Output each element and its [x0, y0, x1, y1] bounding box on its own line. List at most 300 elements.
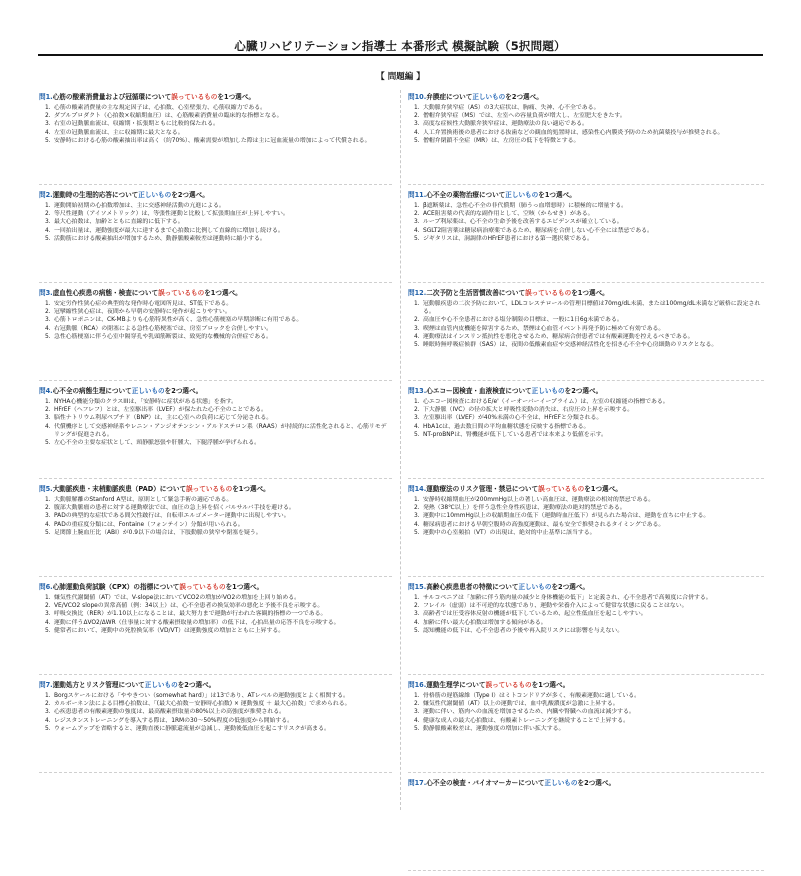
option-text: 下大静脈（IVC）の径の拡大と呼吸性変動の消失は、右房圧の上昇を示唆する。: [423, 407, 634, 414]
title-rule: [38, 54, 763, 56]
option-number: 1.: [45, 399, 51, 405]
option-number: 2.: [45, 211, 51, 218]
option-text: 運動中に10mmHg以上の収縮期血圧の低下（運動時血圧低下）が見られた場合は、運動を直ちに中止する。: [423, 513, 710, 520]
answer-option: [45, 725, 392, 733]
answer-option: [45, 700, 392, 708]
option-text: 活動筋における酸素抽出が増加するため、動静脈酸素較差は運動時に縮小する。: [54, 235, 266, 242]
answer-options: [39, 202, 392, 243]
answer-option: [414, 717, 764, 725]
option-text: 心エコー図検査におけるE/e'（イーオーバーイープライム）は、左室の収縮能の指標である。: [423, 399, 669, 405]
question-emphasis: 誤っているもの: [179, 583, 226, 591]
answer-options: [39, 594, 392, 635]
question-instruction: を2つ選べ。: [505, 93, 543, 101]
question-instruction: を1つ選べ。: [204, 289, 242, 297]
option-number: 4.: [414, 129, 420, 136]
option-number: 2.: [45, 309, 51, 316]
option-number: 1.: [414, 399, 420, 405]
answer-option: [45, 120, 392, 128]
page-title: 心臓リハビリテーション指導士 本番形式 模擬試験（5択問題）: [234, 39, 566, 53]
answer-option: [414, 504, 764, 512]
question-stem: 運動処方とリスク管理について: [52, 681, 145, 689]
question-heading: [408, 582, 764, 592]
option-number: 3.: [45, 317, 51, 324]
option-number: 4.: [414, 333, 420, 340]
answer-option: [45, 496, 392, 504]
option-text: ループ利尿薬は、心不全の生命予後を改善するエビデンスが確立している。: [423, 219, 623, 226]
question-stem: 心不全の検査・バイオマーカーについて: [426, 779, 545, 787]
option-number: 2.: [45, 113, 51, 120]
answer-options: [408, 398, 764, 439]
answer-option: [45, 300, 392, 308]
answer-option: [414, 700, 764, 708]
option-text: 心筋トロポニンは、CK-MBよりも心筋特異性が高く、急性心筋梗塞の早期診断に有用である。: [54, 317, 303, 324]
answer-option: [45, 398, 392, 406]
option-number: 5.: [414, 627, 420, 634]
option-number: 5.: [414, 235, 420, 242]
option-text: VE/VCO2 slopeの異常高値（例：34以上）は、心不全患者の換気効率の悪化と予後不良を示唆する。: [54, 603, 324, 610]
answer-option: [414, 521, 764, 529]
question-number: 問6.: [39, 583, 53, 591]
option-number: 4.: [414, 227, 420, 234]
option-text: 最大心拍数は、加齢とともに直線的に低下する。: [54, 219, 184, 226]
answer-option: [414, 137, 764, 145]
option-number: 4.: [45, 619, 51, 626]
question-emphasis: 正しいもの: [505, 191, 539, 199]
answer-option: [414, 627, 764, 635]
question-block: [39, 190, 392, 283]
question-block: [408, 92, 764, 185]
answer-options: [408, 692, 764, 733]
option-number: 3.: [45, 513, 51, 520]
option-number: 5.: [45, 235, 51, 242]
question-number: 問15.: [408, 583, 427, 591]
option-text: 脳性ナトリウム利尿ペプチド（BNP）は、主に心室への負荷に応じて分泌される。: [54, 415, 273, 422]
option-text: PADの典型的な症状である間欠性跛行は、自転車エルゴメーター運動中に出現しやすい。: [54, 513, 290, 520]
question-block: [408, 582, 764, 675]
option-number: 3.: [414, 611, 420, 618]
option-number: 5.: [45, 440, 51, 447]
question-emphasis: 誤っているもの: [525, 289, 572, 297]
question-instruction: を2つ選べ。: [171, 191, 209, 199]
answer-option: [414, 725, 764, 733]
option-number: 1.: [414, 203, 420, 209]
option-text: 嫌気性代謝閾値（AT）以上の運動では、血中乳酸濃度が急激に上昇する。: [423, 701, 619, 708]
question-number: 問10.: [408, 93, 427, 101]
option-text: 足関節上腕血圧比（ABI）が0.9以下の場合は、下肢動脈の狭窄や閉塞を疑う。: [54, 529, 262, 536]
option-text: 嫌気性代謝閾値（AT）では、V-slope法においてVCO2の増加がVO2の増加を上回り始める。: [54, 595, 300, 601]
option-text: サルコペニアは「加齢に伴う筋肉量の減少と身体機能の低下」と定義され、心不全患者で高頻度に合併する。: [423, 595, 712, 601]
option-number: 1.: [45, 693, 51, 699]
answer-options: [39, 496, 392, 537]
option-text: 代償機序として交感神経系やレニン・アンジオテンシン・アルドステロン系（RAAS）が持続的に活性化されると、心筋リモデリングが促進される。: [54, 423, 387, 438]
question-heading: [39, 92, 392, 102]
answer-option: [45, 112, 392, 120]
answer-option: [45, 129, 392, 137]
option-number: 5.: [414, 725, 420, 732]
question-emphasis: 正しいもの: [531, 387, 565, 395]
question-number: 問1.: [39, 93, 53, 101]
answer-option: [414, 708, 764, 716]
option-number: 2.: [45, 407, 51, 414]
question-number: 問13.: [408, 387, 427, 395]
option-text: SGLT2阻害薬は糖尿病治療薬であるため、糖尿病を合併しない心不全には禁忌である。: [423, 227, 653, 234]
option-text: 運動開始初期の心拍数増加は、主に交感神経活動の亢進による。: [54, 203, 225, 209]
question-heading: [408, 680, 764, 690]
option-number: 4.: [45, 423, 51, 430]
option-text: 安定労作性狭心症の典型的な発作時心電図所見は、ST低下である。: [54, 301, 233, 307]
question-block: [408, 190, 764, 283]
answer-options: [39, 398, 392, 447]
question-number: 問16.: [408, 681, 427, 689]
answer-option: [414, 602, 764, 610]
question-instruction: を2つ選べ。: [564, 387, 603, 395]
question-heading: [408, 288, 764, 298]
option-number: 3.: [45, 611, 51, 618]
answer-option: [414, 406, 764, 414]
answer-option: [45, 325, 392, 333]
question-heading: [39, 484, 392, 494]
question-emphasis: 正しいもの: [544, 779, 578, 787]
option-text: 左室駆出率（LVEF）が40%未満の心不全は、HFrEFと分類される。: [423, 415, 603, 422]
answer-option: [414, 341, 764, 349]
question-emphasis: 正しいもの: [472, 93, 506, 101]
answer-option: [45, 104, 392, 112]
option-text: ACE阻害薬の代表的な副作用として、空咳（からせき）がある。: [423, 211, 594, 218]
question-instruction: を2つ選べ。: [577, 779, 616, 787]
option-number: 4.: [414, 423, 420, 430]
option-number: 1.: [414, 301, 420, 307]
question-number: 問12.: [408, 289, 427, 297]
option-text: 人工弁置換術後の患者における抜歯などの観血的処置時は、感染性心内膜炎予防のため抗菌薬投与が推奨される。: [423, 129, 724, 136]
option-text: 発熱（38℃以上）を伴う急性全身性疾患は、運動療法の絶対的禁忌である。: [423, 505, 626, 512]
answer-option: [45, 308, 392, 316]
option-number: 3.: [414, 325, 420, 332]
question-stem: 弁膜症について: [426, 93, 473, 101]
question-emphasis: 誤っているもの: [186, 485, 233, 493]
section-label: 【 問題編 】: [376, 72, 425, 82]
option-number: 5.: [414, 342, 420, 349]
answer-option: [414, 398, 764, 406]
question-number: 問4.: [39, 387, 53, 395]
option-number: 2.: [45, 701, 51, 708]
question-block: [408, 778, 764, 871]
option-text: HbA1cは、過去数日間の平均血糖状態を反映する指標である。: [423, 423, 590, 430]
answer-option: [414, 333, 764, 341]
answer-options: [39, 300, 392, 341]
answer-option: [45, 316, 392, 324]
answer-option: [45, 202, 392, 210]
answer-option: [414, 104, 764, 112]
option-number: 3.: [45, 709, 51, 716]
option-number: 5.: [45, 333, 51, 340]
answer-options: [408, 104, 764, 145]
question-block: [39, 288, 392, 381]
answer-options: [408, 594, 764, 635]
question-instruction: を2つ選べ。: [164, 387, 203, 395]
answer-option: [414, 594, 764, 602]
question-block: [408, 484, 764, 577]
question-number: 問5.: [39, 485, 53, 493]
option-text: 健常者において、運動中の死腔換気率（VD/VT）は運動強度の増加とともに上昇する。: [54, 627, 285, 634]
option-text: 呼吸交換比（RER）が1.10以上になることは、最大努力まで運動が行われた客観的指標の一つである。: [54, 611, 327, 618]
option-number: 4.: [45, 325, 51, 332]
option-text: 高齢者では圧受容体反射の機能が低下しているため、起立性低血圧を起こしやすい。: [423, 611, 647, 618]
answer-option: [414, 529, 764, 537]
answer-option: [414, 112, 764, 120]
option-number: 4.: [45, 521, 51, 528]
option-number: 2.: [414, 603, 420, 610]
option-text: 左室の冠動脈血流は、主に収縮期に最大となる。: [54, 129, 184, 136]
option-number: 5.: [45, 627, 51, 634]
question-number: 問11.: [408, 191, 427, 199]
question-emphasis: 正しいもの: [144, 681, 178, 689]
option-text: 大動脈解離のStanford A型は、原則として緊急手術の適応である。: [54, 497, 233, 503]
option-text: 運動療法はインスリン抵抗性を悪化させるため、糖尿病合併患者では有酸素運動を控えるべきである。: [423, 333, 694, 340]
question-stem: 心不全の病態生理について: [52, 387, 132, 395]
answer-option: [45, 504, 392, 512]
option-number: 2.: [45, 505, 51, 512]
option-text: 喫煙は血管内皮機能を障害するため、禁煙は心血管イベント再発予防に極めて有効である。: [423, 325, 665, 332]
answer-option: [45, 602, 392, 610]
answer-option: [45, 439, 392, 447]
option-number: 4.: [45, 129, 51, 136]
option-number: 3.: [45, 121, 51, 128]
option-number: 5.: [45, 725, 51, 732]
question-instruction: を1つ選べ。: [531, 681, 570, 689]
option-number: 2.: [414, 317, 420, 324]
option-number: 3.: [414, 219, 420, 226]
question-number: 問14.: [408, 485, 427, 493]
option-text: 運動に伴い、筋肉への血流を増加させるため、内臓や腎臓への血流は減少する。: [423, 709, 635, 716]
question-block: [39, 386, 392, 479]
answer-option: [45, 423, 392, 439]
option-text: 右冠動脈（RCA）の閉塞による急性心筋梗塞では、房室ブロックを合併しやすい。: [54, 325, 272, 332]
answer-option: [45, 137, 392, 145]
answer-option: [45, 227, 392, 235]
question-stem: 虚血性心疾患の病態・検査について: [52, 289, 159, 297]
answer-option: [414, 325, 764, 333]
option-text: 加齢に伴い最大心拍数は増加する傾向がある。: [423, 619, 547, 626]
answer-option: [45, 414, 392, 422]
option-text: ジギタリスは、洞調律のHFrEF患者における第一選択薬である。: [423, 235, 593, 242]
option-text: 健康な成人の最大心拍数は、有酸素トレーニングを継続することで上昇する。: [423, 717, 630, 724]
question-stem: 運動時の生理的応答について: [52, 191, 139, 199]
answer-option: [414, 431, 764, 439]
answer-option: [45, 529, 392, 537]
option-number: 1.: [414, 693, 420, 699]
option-number: 4.: [414, 521, 420, 528]
question-instruction: を1つ選べ。: [538, 191, 576, 199]
question-stem: 心不全の薬物治療について: [426, 191, 506, 199]
option-text: PADの重症度分類には、Fontaine（フォンテイン）分類が用いられる。: [54, 521, 244, 528]
right-column: [408, 92, 764, 876]
answer-option: [414, 316, 764, 324]
question-heading: [408, 484, 764, 494]
option-number: 3.: [414, 709, 420, 716]
option-text: 糖尿病患者における早朝空腹時の高強度運動は、最も安全で推奨されるタイミングである。: [423, 521, 665, 528]
option-text: 運動に伴うΔVO2/ΔWR（仕事量に対する酸素摂取量の増加率）の低下は、心拍出量の応答不良を示唆する。: [54, 619, 340, 626]
question-block: [39, 92, 392, 185]
option-number: 1.: [45, 497, 51, 503]
option-text: 心筋の酸素消費量の主な規定因子は、心拍数、心室壁張力、心筋収縮力である。: [54, 105, 267, 111]
option-text: 急性心筋梗塞に伴う心室中隔穿孔や乳頭筋断裂は、致死的な機械的合併症である。: [54, 333, 272, 340]
question-stem: 心筋の酸素消費量および冠循環について: [52, 93, 172, 101]
option-number: 3.: [414, 513, 420, 520]
question-number: 問7.: [39, 681, 53, 689]
question-heading: [39, 288, 392, 298]
answer-option: [414, 300, 764, 316]
option-number: 2.: [414, 211, 420, 218]
question-number: 問2.: [39, 191, 53, 199]
question-stem: 大動脈疾患・末梢動脈疾患（PAD）について: [52, 485, 187, 493]
option-text: 高度な症候性大動脈弁狭窄症は、運動療法の良い適応である。: [423, 121, 588, 128]
option-text: 一回拍出量は、運動強度が最大に達するまで心拍数に比例して直線的に増加し続ける。: [54, 227, 284, 234]
answer-option: [414, 227, 764, 235]
option-number: 1.: [414, 595, 420, 601]
option-number: 4.: [45, 717, 51, 724]
option-number: 2.: [45, 603, 51, 610]
answer-option: [414, 414, 764, 422]
option-text: 動静脈酸素較差は、運動強度の増加に伴い拡大する。: [423, 725, 565, 732]
option-number: 3.: [45, 219, 51, 226]
question-stem: 運動生理学について: [426, 681, 486, 689]
option-number: 5.: [45, 529, 51, 536]
answer-option: [45, 406, 392, 414]
question-heading: [39, 680, 392, 690]
left-column: [39, 92, 392, 778]
option-number: 1.: [414, 105, 420, 111]
question-heading: [39, 190, 392, 200]
question-stem: 運動療法のリスク管理・禁忌について: [426, 485, 539, 493]
answer-option: [45, 333, 392, 341]
option-text: 安静時収縮期血圧が200mmHg以上の著しい高血圧は、運動療法の相対的禁忌である。: [423, 497, 655, 503]
option-text: ウォームアップを省略すると、運動直後に静脈還流量が急減し、運動後低血圧を起こすリスクが高まる。: [54, 725, 330, 732]
answer-option: [45, 235, 392, 243]
option-text: 高血圧や心不全患者における塩分制限の目標は、一般に1日6g未満である。: [423, 317, 623, 324]
answer-option: [45, 619, 392, 627]
option-number: 2.: [414, 505, 420, 512]
question-emphasis: 誤っているもの: [158, 289, 205, 297]
option-text: 右室の冠動脈血流は、収縮期・拡張期ともに比較的保たれる。: [54, 121, 219, 128]
option-number: 3.: [45, 415, 51, 422]
option-text: 冠攣縮性狭心症は、夜間から早朝の安静時に発作が起こりやすい。: [54, 309, 231, 316]
answer-option: [414, 619, 764, 627]
answer-options: [39, 692, 392, 733]
answer-option: [414, 512, 764, 520]
question-instruction: を2つ選べ。: [177, 681, 216, 689]
answer-option: [45, 610, 392, 618]
option-text: β遮断薬は、急性心不全の非代償期（肺うっ血増悪時）に積極的に増量する。: [423, 203, 628, 209]
answer-option: [45, 692, 392, 700]
question-instruction: を2つ選べ。: [551, 583, 589, 591]
option-number: 2.: [414, 113, 420, 120]
answer-option: [414, 423, 764, 431]
question-block: [39, 484, 392, 577]
question-number: 問17.: [408, 779, 427, 787]
answer-option: [414, 202, 764, 210]
answer-option: [414, 218, 764, 226]
question-emphasis: 正しいもの: [518, 583, 552, 591]
question-emphasis: 正しいもの: [138, 191, 172, 199]
question-block: [408, 680, 764, 773]
question-emphasis: 正しいもの: [131, 387, 165, 395]
option-text: 運動中の心室頻拍（VT）の出現は、絶対的中止基準に該当する。: [423, 529, 596, 536]
option-text: NT-proBNPは、腎機能が低下している患者では本来より低値を示す。: [423, 431, 607, 438]
option-text: 心疾患患者の有酸素運動の強度は、最高酸素摂取量の80%以上の高強度が推奨される。: [54, 709, 286, 716]
answer-option: [414, 610, 764, 618]
option-text: 等尺性運動（アイソメトリック）は、等張性運動と比較して拡張期血圧が上昇しやすい。: [54, 211, 289, 218]
question-block: [408, 386, 764, 479]
answer-option: [414, 129, 764, 137]
option-text: カルボーネン法による目標心拍数は、「(最大心拍数－安静時心拍数) × 運動強度 ＋ 最大心拍数」で求められる。: [54, 701, 351, 708]
column-divider: [400, 90, 401, 810]
option-text: 僧帽弁狭窄症（MS）では、左室への容量負荷が増大し、左室肥大をきたす。: [423, 113, 626, 120]
option-text: 僧帽弁閉鎖不全症（MR）は、左房圧の低下を特徴とする。: [423, 137, 580, 144]
option-number: 4.: [45, 227, 51, 234]
option-number: 5.: [414, 529, 420, 536]
question-instruction: を1つ選べ。: [217, 93, 255, 101]
answer-option: [45, 627, 392, 635]
option-number: 3.: [414, 121, 420, 128]
answer-options: [408, 300, 764, 349]
option-text: ダブルプロダクト（心拍数×収縮期血圧）は、心筋酸素消費量の臨床的な指標となる。: [54, 113, 283, 120]
option-number: 3.: [414, 415, 420, 422]
answer-option: [45, 521, 392, 529]
question-heading: [408, 92, 764, 102]
question-stem: 心肺運動負荷試験（CPX）の指標について: [52, 583, 180, 591]
question-heading: [39, 582, 392, 592]
answer-options: [39, 104, 392, 145]
option-text: 腹部大動脈瘤の患者に対する運動療法では、血圧の急上昇を招くバルサルバ手技を避ける。: [54, 505, 295, 512]
answer-option: [414, 120, 764, 128]
option-text: 安静時における心筋の酸素抽出率は高く（約70%）、酸素需要が増加した際は主に冠血流量の増加によって代償される。: [54, 137, 371, 144]
answer-option: [414, 235, 764, 243]
answer-option: [414, 496, 764, 504]
answer-option: [414, 210, 764, 218]
answer-option: [45, 717, 392, 725]
option-text: 骨格筋の遅筋線維（Type I）はミトコンドリアが多く、有酸素運動に適している。: [423, 693, 641, 699]
option-text: レジスタンストレーニングを導入する際は、1RMの30〜50%程度の低強度から開始する。: [54, 717, 294, 724]
option-text: 大動脈弁狭窄症（AS）の3大症状は、胸痛、失神、心不全である。: [423, 105, 600, 111]
question-instruction: を1つ選べ。: [232, 485, 270, 493]
option-number: 4.: [414, 717, 420, 724]
option-text: Borgスケールにおける「ややきつい（somewhat hard）」は13であり、ATレベルの運動強度とよく相関する。: [54, 693, 349, 699]
answer-options: [408, 496, 764, 537]
option-number: 5.: [414, 431, 420, 438]
question-stem: 二次予防と生活習慣改善について: [426, 289, 526, 297]
option-text: フレイル（虚弱）は不可逆的な状態であり、運動や栄養介入によって健常な状態に戻ることはない。: [423, 603, 688, 610]
answer-options: [408, 202, 764, 243]
option-number: 1.: [45, 595, 51, 601]
answer-option: [45, 210, 392, 218]
question-heading: [39, 386, 392, 396]
answer-option: [45, 708, 392, 716]
option-number: 1.: [414, 497, 420, 503]
option-text: 冠動脈疾患の二次予防において、LDLコレステロールの管理目標値は70mg/dL未満、または100mg/dL未満など厳格に設定される。: [423, 301, 761, 316]
question-instruction: を1つ選べ。: [584, 485, 622, 493]
option-number: 1.: [45, 203, 51, 209]
option-number: 2.: [414, 407, 420, 414]
question-emphasis: 誤っているもの: [171, 93, 218, 101]
option-text: 睡眠時無呼吸症候群（SAS）は、夜間の低酸素血症や交感神経活性化を招き心不全や心房細動のリスクとなる。: [423, 342, 718, 349]
option-text: HFrEF（ヘフレフ）とは、左室駆出率（LVEF）が保たれた心不全のことである。: [54, 407, 267, 414]
option-text: 認知機能の低下は、心不全患者の予後や再入院リスクには影響を与えない。: [423, 627, 624, 634]
answer-option: [45, 594, 392, 602]
option-text: 左心不全の主要な症状として、頸静脈怒張や肝腫大、下腿浮腫が挙げられる。: [54, 440, 261, 447]
question-emphasis: 誤っているもの: [538, 485, 585, 493]
option-number: 5.: [45, 137, 51, 144]
question-heading: [408, 190, 764, 200]
